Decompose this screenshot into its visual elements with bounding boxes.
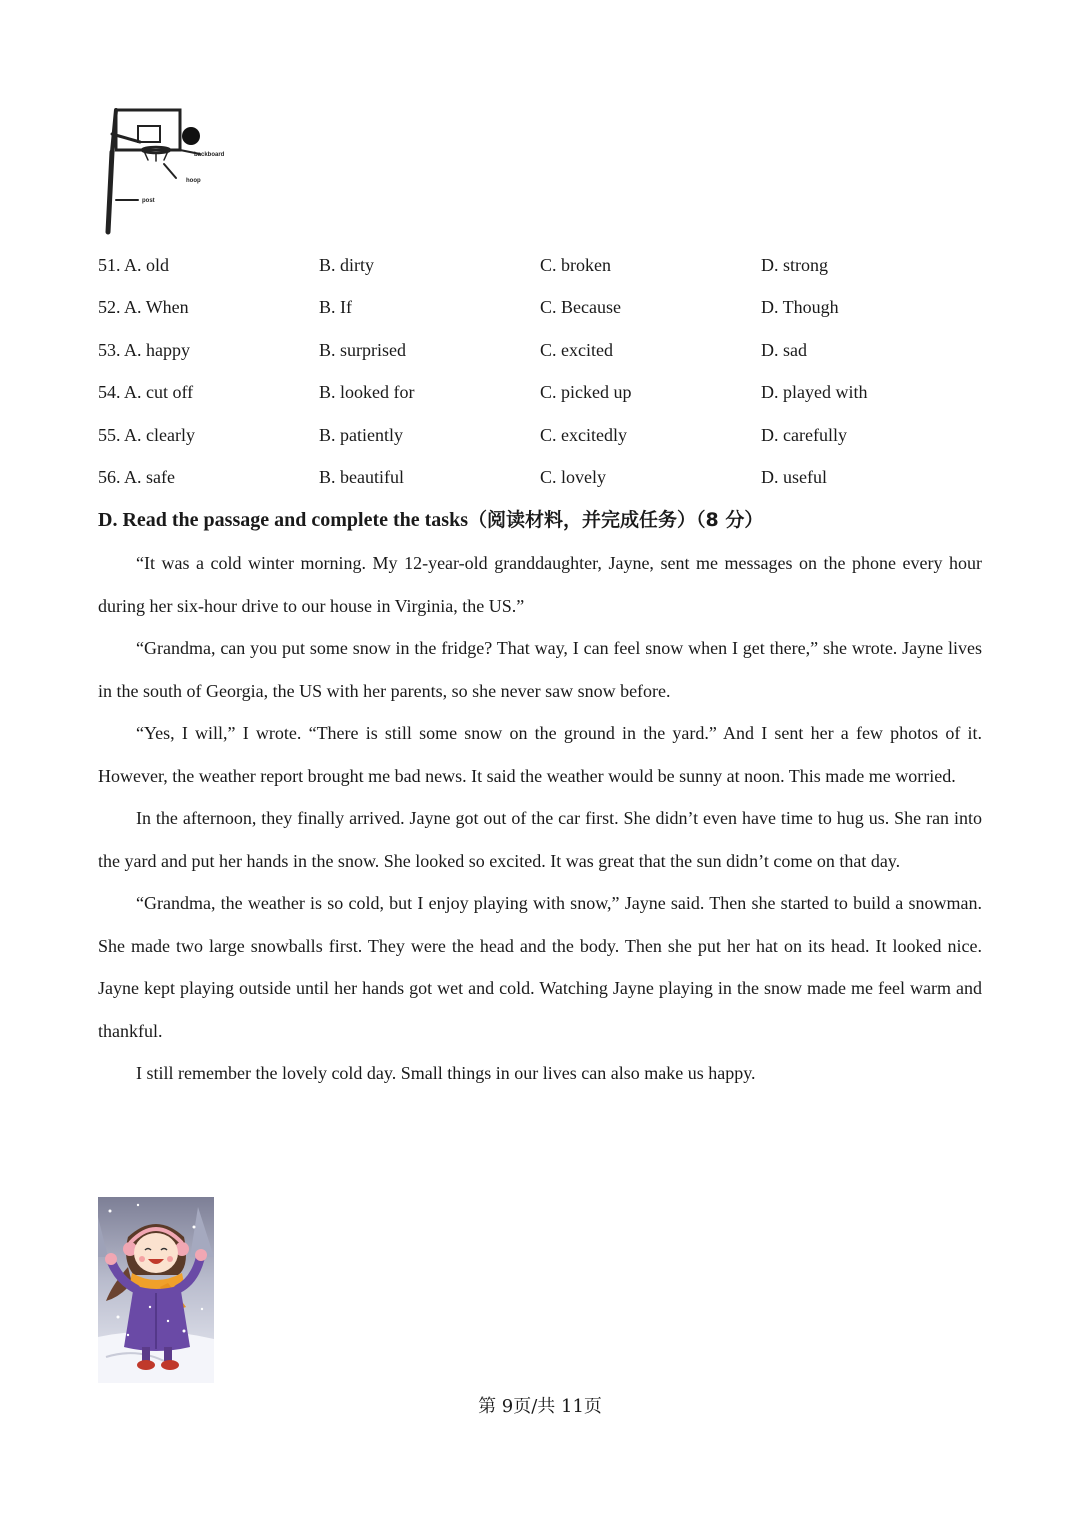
passage-paragraph: “It was a cold winter morning. My 12-year-old granddaughter, Jayne, sent me messages on the phone every hour during her six-hour drive to our house in Virginia, the US.” <box>98 553 982 616</box>
option-c: C. Because <box>540 297 621 318</box>
label-post: post <box>142 198 155 204</box>
option-a-text: A. When <box>124 297 189 318</box>
option-row-53 <box>98 329 998 372</box>
passage-paragraph: “Grandma, the weather is so cold, but I enjoy playing with snow,” Jayne said. Then she started to build a snowman. She made two large snowballs first. They were the head and the body. Then she put her hat on its head. It looked nice. Jayne kept playing outside until her hands got wet and cold. Watching Jayne playing in the snow made me feel warm and thankful. <box>98 893 982 1041</box>
option-a <box>98 467 319 488</box>
reading-passage <box>98 542 982 1095</box>
option-c: C. excited <box>540 339 613 360</box>
section-heading <box>98 505 763 532</box>
option-a <box>98 297 319 318</box>
option-row-52 <box>98 287 998 330</box>
question-number: 55. <box>98 424 121 445</box>
option-a-text: A. clearly <box>124 424 195 445</box>
option-row-51 <box>98 244 998 287</box>
option-c: C. picked up <box>540 382 632 403</box>
option-d: D. useful <box>761 467 827 488</box>
passage-paragraph: “Yes, I will,” I wrote. “There is still some snow on the ground in the yard.” And I sent her a few photos of it. However, the weather report brought me bad news. It said the weather would be sunny at noon. This made me worried. <box>98 723 982 786</box>
ball-icon <box>182 127 200 145</box>
option-b: B. If <box>319 297 352 318</box>
passage-paragraph: In the afternoon, they finally arrived. Jayne got out of the car first. She didn’t even have time to hug us. She ran into the yard and put her hands in the snow. She looked so excited. It was great that the sun didn’t come on that day. <box>98 808 982 871</box>
option-a-text: A. old <box>124 254 170 275</box>
option-d: D. strong <box>761 254 828 275</box>
option-d: D. Though <box>761 297 839 318</box>
option-c: C. broken <box>540 254 611 275</box>
answer-options <box>98 244 998 499</box>
section-title-cn: （阅读材料，并完成任务）（8 分） <box>468 509 764 531</box>
page-number: 第 9页/共 11页 <box>478 1396 602 1417</box>
passage-paragraph: “Grandma, can you put some snow in the fridge? That way, I can feel snow when I get there,” she wrote. Jayne lives in the south of Georgia, the US with her parents, so she never saw snow before. <box>98 638 982 701</box>
label-hoop: hoop <box>186 178 201 184</box>
option-c: C. excitedly <box>540 424 627 445</box>
option-b: B. dirty <box>319 254 375 275</box>
option-c: C. lovely <box>540 467 606 488</box>
option-d: D. played with <box>761 382 868 403</box>
question-number: 52. <box>98 297 121 318</box>
girl-in-snow-illustration <box>98 1197 214 1383</box>
option-a-text: A. happy <box>124 339 191 360</box>
option-a <box>98 425 319 446</box>
option-b: B. patiently <box>319 424 403 445</box>
option-b: B. looked for <box>319 382 415 403</box>
option-a <box>98 340 319 361</box>
option-a <box>98 255 319 276</box>
option-d: D. carefully <box>761 424 847 445</box>
question-number: 53. <box>98 339 121 360</box>
option-row-55 <box>98 414 998 457</box>
question-number: 51. <box>98 254 121 275</box>
section-title-en: D. Read the passage and complete the tasks <box>98 509 468 531</box>
option-a-text: A. safe <box>124 467 175 488</box>
label-backboard: backboard <box>194 152 225 158</box>
option-b: B. beautiful <box>319 467 404 488</box>
option-a <box>98 382 319 403</box>
question-number: 56. <box>98 467 121 488</box>
option-d: D. sad <box>761 339 807 360</box>
option-b: B. surprised <box>319 339 406 360</box>
option-row-54 <box>98 372 998 415</box>
question-number: 54. <box>98 382 121 403</box>
passage-paragraph: I still remember the lovely cold day. Small things in our lives can also make us happy. <box>136 1063 756 1083</box>
basketball-hoop-figure <box>96 104 236 236</box>
option-row-56 <box>98 457 998 500</box>
option-a-text: A. cut off <box>124 382 194 403</box>
